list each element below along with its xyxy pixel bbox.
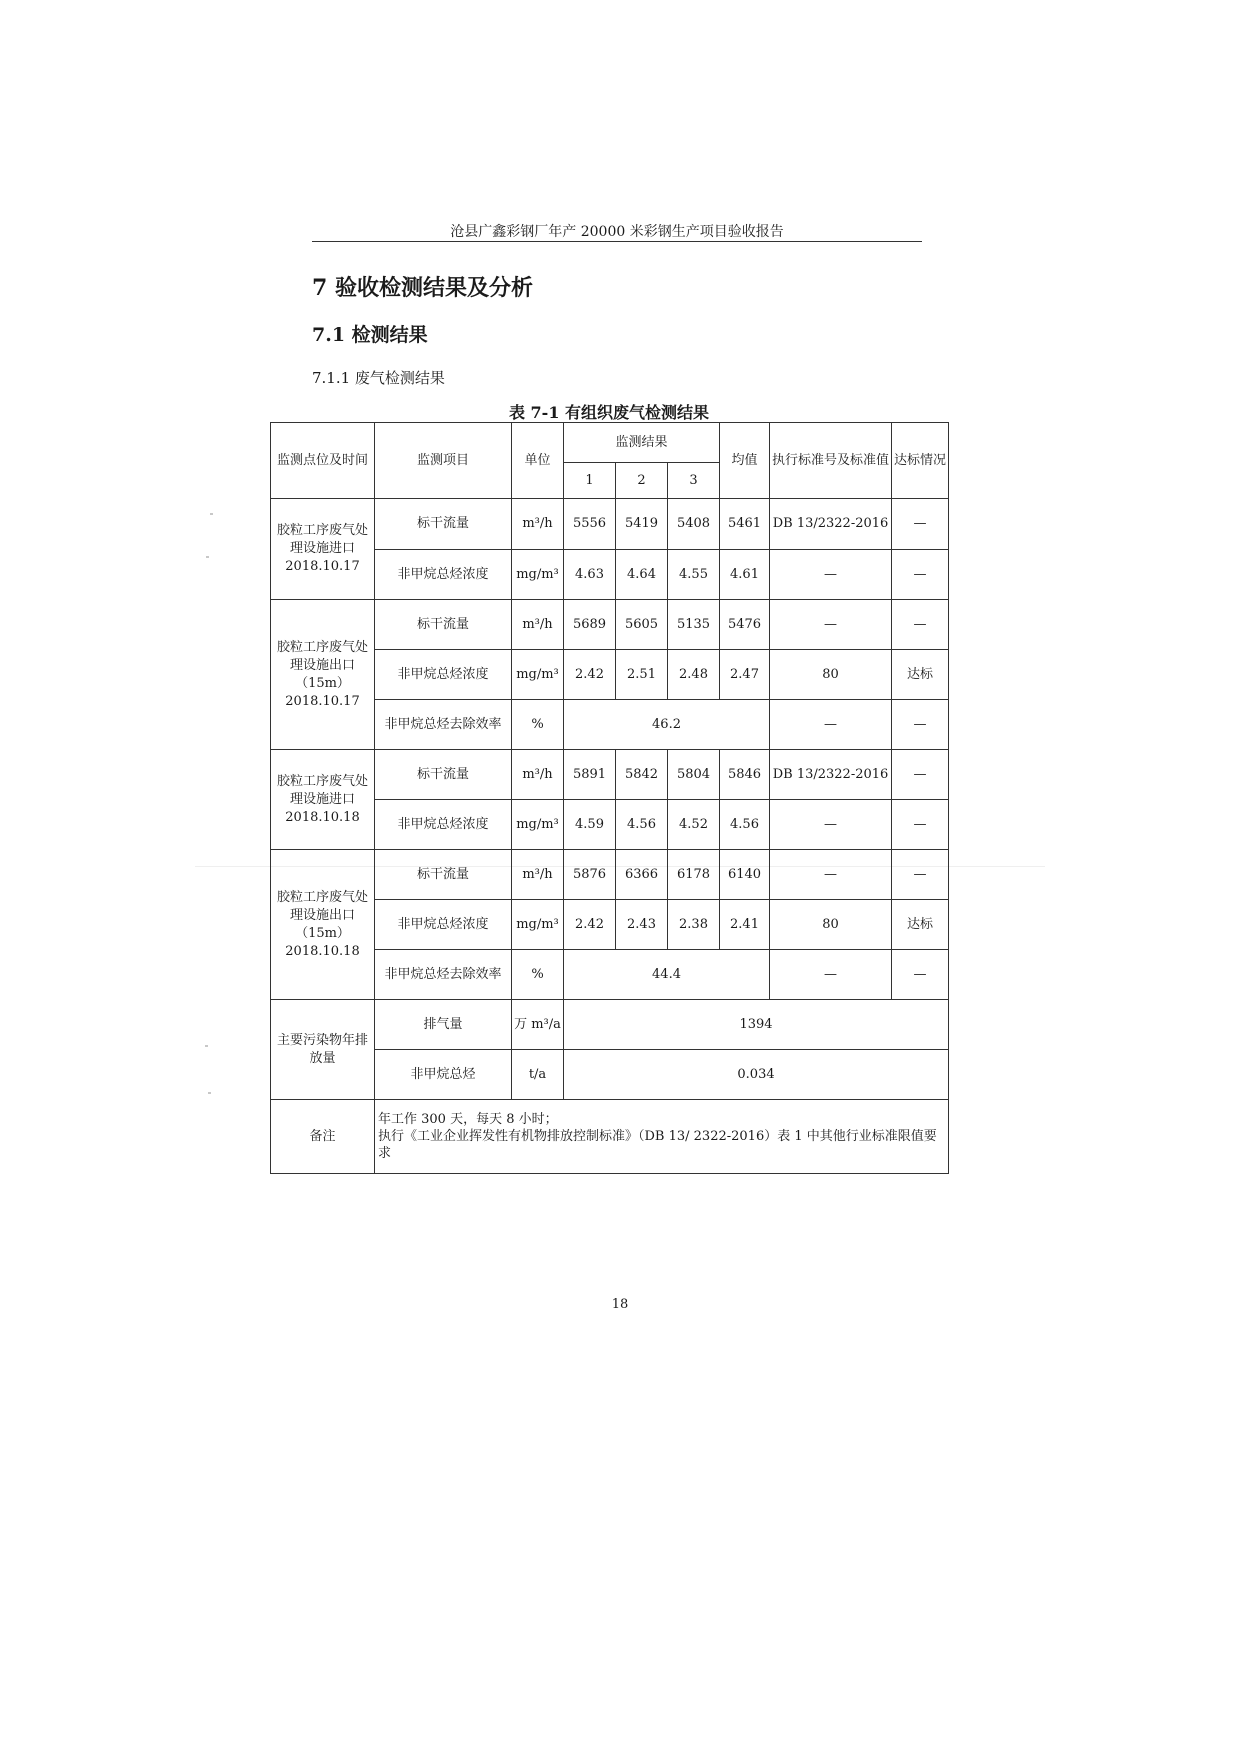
header-rule: [312, 241, 922, 242]
table-row: [271, 850, 949, 900]
value-cell: 2.42: [564, 900, 616, 950]
annual-value-cell: 1394: [564, 1000, 949, 1050]
unit-cell: m³/h: [512, 499, 564, 550]
item-cell: 非甲烷总烃浓度: [375, 650, 512, 700]
standard-cell: DB 13/2322-2016: [770, 750, 892, 800]
remarks-row: [271, 1100, 949, 1174]
scan-speck: [210, 513, 213, 515]
remarks-label-cell: 备注: [271, 1100, 375, 1174]
value-cell: 5419: [616, 499, 668, 550]
item-cell: 标干流量: [375, 750, 512, 800]
unit-cell: %: [512, 700, 564, 750]
point-cell: 胶粒工序废气处理设施出口（15m）2018.10.18: [271, 850, 375, 1000]
average-cell: 4.61: [720, 550, 770, 600]
value-cell: 4.52: [668, 800, 720, 850]
value-cell: 4.55: [668, 550, 720, 600]
table-row: [271, 499, 949, 550]
efficiency-value-cell: 44.4: [564, 950, 770, 1000]
value-cell: 2.48: [668, 650, 720, 700]
header-standard: 执行标准号及标准值: [770, 423, 892, 499]
standard-cell: 80: [770, 900, 892, 950]
point-cell: 胶粒工序废气处理设施出口（15m）2018.10.17: [271, 600, 375, 750]
header-compliance: 达标情况: [892, 423, 949, 499]
subsection-heading: 7.1.1 废气检测结果: [312, 369, 445, 387]
compliance-cell: —: [892, 550, 949, 600]
unit-cell: m³/h: [512, 750, 564, 800]
value-cell: 5556: [564, 499, 616, 550]
value-cell: 5891: [564, 750, 616, 800]
scan-speck: [205, 1045, 208, 1047]
average-cell: 2.41: [720, 900, 770, 950]
value-cell: 5408: [668, 499, 720, 550]
standard-cell: 80: [770, 650, 892, 700]
value-cell: 2.38: [668, 900, 720, 950]
value-cell: 2.51: [616, 650, 668, 700]
value-cell: 4.63: [564, 550, 616, 600]
standard-cell: —: [770, 800, 892, 850]
standard-cell: —: [770, 600, 892, 650]
average-cell: 6140: [720, 850, 770, 900]
standard-cell: —: [770, 700, 892, 750]
header-run-3: 3: [668, 463, 720, 499]
standard-cell: —: [770, 550, 892, 600]
header-run-1: 1: [564, 463, 616, 499]
average-cell: 5846: [720, 750, 770, 800]
average-cell: 5476: [720, 600, 770, 650]
header-results: 监测结果: [564, 423, 720, 463]
table-header-row: [271, 423, 949, 463]
unit-cell: mg/m³: [512, 650, 564, 700]
unit-cell: t/a: [512, 1050, 564, 1100]
value-cell: 5135: [668, 600, 720, 650]
unit-cell: m³/h: [512, 850, 564, 900]
header-item: 监测项目: [375, 423, 512, 499]
item-cell: 标干流量: [375, 600, 512, 650]
value-cell: 5689: [564, 600, 616, 650]
results-table: [270, 422, 949, 1174]
value-cell: 2.43: [616, 900, 668, 950]
value-cell: 5804: [668, 750, 720, 800]
average-cell: 5461: [720, 499, 770, 550]
scan-speck: [208, 1092, 211, 1094]
point-cell: 胶粒工序废气处理设施进口 2018.10.17: [271, 499, 375, 600]
value-cell: 5876: [564, 850, 616, 900]
unit-cell: 万 m³/a: [512, 1000, 564, 1050]
compliance-cell: —: [892, 850, 949, 900]
standard-cell: —: [770, 850, 892, 900]
point-cell: 胶粒工序废气处理设施进口 2018.10.18: [271, 750, 375, 850]
value-cell: 2.42: [564, 650, 616, 700]
compliance-cell: 达标: [892, 900, 949, 950]
compliance-cell: 达标: [892, 650, 949, 700]
average-cell: 4.56: [720, 800, 770, 850]
header-run-2: 2: [616, 463, 668, 499]
table-row: [271, 750, 949, 800]
page-number: 18: [611, 1297, 629, 1312]
item-cell: 非甲烷总烃去除效率: [375, 700, 512, 750]
annual-value-cell: 0.034: [564, 1050, 949, 1100]
remarks-line-2: 执行《工业企业挥发性有机物排放控制标准》（DB 13/ 2322-2016）表 1 中其他行业标准限值要求: [378, 1129, 937, 1161]
average-cell: 2.47: [720, 650, 770, 700]
chapter-heading: 7 验收检测结果及分析: [312, 275, 533, 301]
item-cell: 非甲烷总烃去除效率: [375, 950, 512, 1000]
item-cell: 非甲烷总烃: [375, 1050, 512, 1100]
header-point: 监测点位及时间: [271, 423, 375, 499]
annual-label-cell: 主要污染物年排放量: [271, 1000, 375, 1100]
unit-cell: mg/m³: [512, 550, 564, 600]
value-cell: 4.59: [564, 800, 616, 850]
unit-cell: %: [512, 950, 564, 1000]
item-cell: 非甲烷总烃浓度: [375, 800, 512, 850]
value-cell: 6366: [616, 850, 668, 900]
item-cell: 标干流量: [375, 499, 512, 550]
remarks-line-1: 年工作 300 天，每天 8 小时；: [378, 1112, 558, 1127]
compliance-cell: —: [892, 950, 949, 1000]
value-cell: 6178: [668, 850, 720, 900]
header-unit: 单位: [512, 423, 564, 499]
compliance-cell: —: [892, 700, 949, 750]
section-heading: 7.1 检测结果: [312, 324, 428, 346]
value-cell: 5605: [616, 600, 668, 650]
unit-cell: m³/h: [512, 600, 564, 650]
item-cell: 非甲烷总烃浓度: [375, 550, 512, 600]
item-cell: 非甲烷总烃浓度: [375, 900, 512, 950]
standard-cell: DB 13/2322-2016: [770, 499, 892, 550]
unit-cell: mg/m³: [512, 900, 564, 950]
compliance-cell: —: [892, 499, 949, 550]
value-cell: 4.56: [616, 800, 668, 850]
unit-cell: mg/m³: [512, 800, 564, 850]
compliance-cell: —: [892, 800, 949, 850]
table-row: [271, 600, 949, 650]
header-average: 均值: [720, 423, 770, 499]
table-caption: 表 7-1 有组织废气检测结果: [508, 403, 710, 422]
value-cell: 4.64: [616, 550, 668, 600]
compliance-cell: —: [892, 750, 949, 800]
compliance-cell: —: [892, 600, 949, 650]
standard-cell: —: [770, 950, 892, 1000]
efficiency-value-cell: 46.2: [564, 700, 770, 750]
table-row: [271, 1000, 949, 1050]
remarks-text-cell: [375, 1100, 949, 1174]
scan-speck: [206, 556, 209, 558]
item-cell: 排气量: [375, 1000, 512, 1050]
running-header: 沧县广鑫彩钢厂年产 20000 米彩钢生产项目验收报告: [450, 224, 784, 240]
item-cell: 标干流量: [375, 850, 512, 900]
value-cell: 5842: [616, 750, 668, 800]
